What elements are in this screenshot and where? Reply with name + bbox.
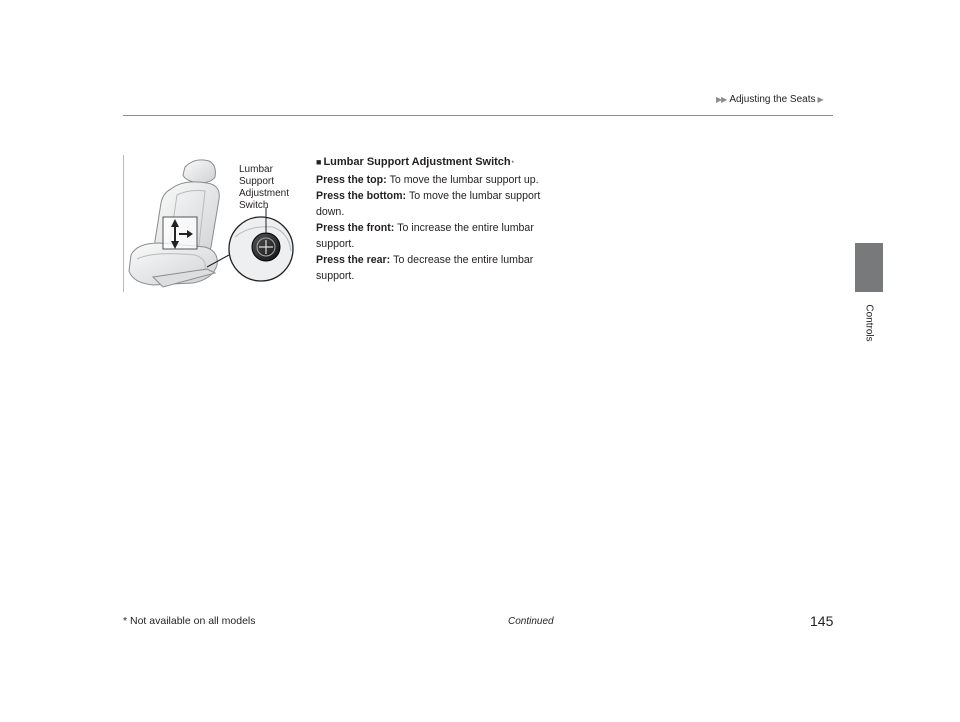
page-number: 145 (810, 613, 834, 629)
instruction-text: To decrease the entire lumbar support. (316, 254, 534, 282)
section-content (316, 154, 561, 284)
instruction-label: Press the front: (316, 222, 398, 234)
instruction-text: To move the lumbar support down. (316, 190, 541, 218)
instruction-label: Press the bottom: (316, 190, 410, 202)
breadcrumb-title: Adjusting the Seats (729, 94, 816, 105)
callout-line: Adjustment (239, 188, 290, 199)
chapter-tab-text: Controls (863, 304, 875, 342)
header-rule (123, 115, 833, 116)
instruction-label: Press the top: (316, 174, 390, 186)
breadcrumb-arrows-icon: ▶▶ (716, 95, 727, 104)
callout-line: Lumbar (239, 164, 273, 175)
callout-line: Switch (239, 200, 269, 211)
heading-square-icon: ■ (316, 157, 322, 167)
breadcrumb-arrow-icon: ▶ (817, 95, 824, 104)
instruction-item (316, 252, 561, 284)
footnote: * Not available on all models (123, 615, 256, 627)
instruction-text: To increase the entire lumbar support. (316, 222, 534, 250)
continued-label: Continued (508, 616, 554, 627)
breadcrumb (716, 94, 824, 105)
figure-callout (239, 164, 309, 212)
chapter-tab (855, 243, 883, 292)
callout-line: Support (239, 176, 275, 187)
instruction-item (316, 172, 561, 188)
instruction-label: Press the rear: (316, 254, 394, 266)
instruction-item (316, 220, 561, 252)
footnote-mark: * (511, 161, 514, 167)
instruction-text: To move the lumbar support up. (389, 174, 539, 186)
figure-border (123, 155, 124, 292)
instruction-item (316, 188, 561, 220)
chapter-tab-label (862, 300, 876, 346)
section-heading (316, 154, 561, 172)
section-heading-text: Lumbar Support Adjustment Switch (323, 156, 511, 168)
